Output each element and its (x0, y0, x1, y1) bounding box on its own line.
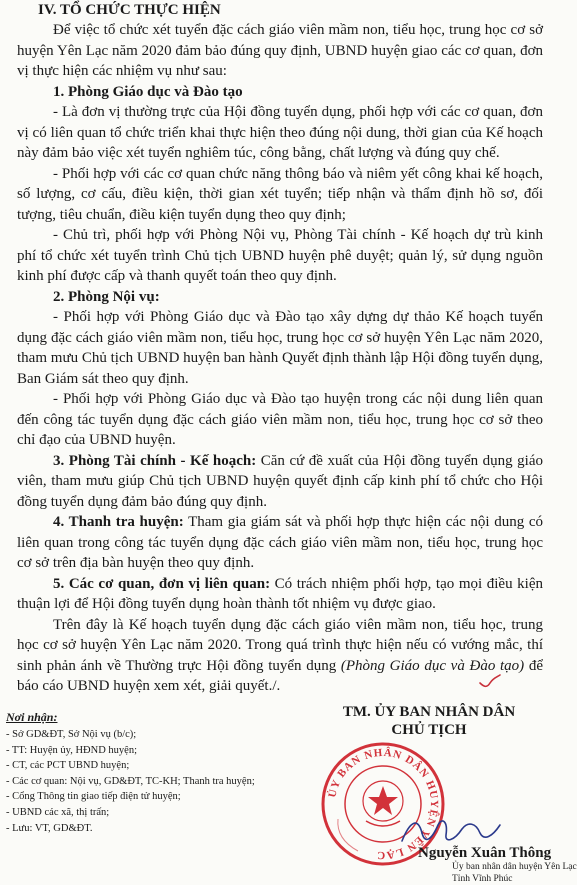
agencies-label: 5. Các cơ quan, đơn vị liên quan: (53, 575, 271, 592)
recipient-item: - Sở GD&ĐT, Sở Nội vụ (b/c); (6, 729, 137, 740)
inspection-label: 4. Thanh tra huyện: (53, 514, 184, 530)
heading-interior-office: 2. Phòng Nội vụ: (53, 288, 160, 305)
section-title: IV. TỔ CHỨC THỰC HIỆN (38, 2, 221, 18)
digital-signature-line-1: Ủy ban nhân dân huyện Yên Lạc (452, 862, 577, 872)
recipient-item: - Lưu: VT, GD&ĐT. (6, 822, 93, 834)
closing-text-italic: (Phòng Giáo dục và Đào tạo) (340, 657, 525, 674)
education-task-1: - Là đơn vị thường trực của Hội đồng tuyển dụng, phối hợp với các cơ quan, đơn vị có liên quan tổ chức triển khai thực hiện theo đúng nội dung, thời gian của Kế hoạch này đảm bảo việc xét tuyển nghiêm túc, công bằng, chất lượng và đúng quy chế. (17, 104, 543, 161)
interior-task-2: - Phối hợp với Phòng Giáo dục và Đào tạo huyện trong các nội dung liên quan đến công tác tuyển dụng đặc cách giáo viên mầm non, tiểu học, trung học cơ sở theo chỉ đạo của UBND huyện. (17, 391, 543, 448)
pen-check-mark (478, 674, 502, 690)
closing-paragraph (17, 615, 543, 697)
interior-task-1: - Phối hợp với Phòng Giáo dục và Đào tạo xây dựng dự thảo Kế hoạch tuyển dụng đặc cách giáo viên mầm non, tiểu học, trung học cơ sở huyện Yên Lạc năm 2020, tham mưu Chủ tịch UBND huyện ban hành Quyết định thành lập Hội đồng tuyển dụng, Ban Giám sát theo quy định. (17, 309, 543, 387)
agencies-paragraph (17, 574, 543, 615)
document-body (17, 20, 543, 697)
closing-text-after: để báo cáo UBND huyện xem xét, giải quyết./. (17, 657, 543, 694)
inspection-text: Tham gia giám sát và phối hợp thực hiện các nội dung có liên quan trong công tác tuyển dụng đặc cách giáo viên mầm non, tiểu học, trung học cơ sở trên địa bàn huyện theo quy định. (17, 514, 543, 571)
agencies-text: Có trách nhiệm phối hợp, tạo mọi điều kiện thuận lợi để Hội đồng tuyển dụng hoàn thành tốt nhiệm vụ được giao. (17, 575, 543, 612)
recipients-block (6, 709, 306, 836)
recipient-item: - TT: Huyện ủy, HĐND huyện; (6, 744, 137, 756)
finance-paragraph (17, 451, 543, 513)
recipients-title: Nơi nhận: (6, 710, 58, 724)
svg-text:ỦY BAN NHÂN DÂN HUYỆN YÊN LẠC: ỦY BAN NHÂN DÂN HUYỆN YÊN LẠC (326, 746, 441, 862)
closing-text-before: Trên đây là Kế hoạch tuyển dụng đặc cách giáo viên mầm non, tiểu học, trung học cơ sở huyện Yên Lạc năm 2020. Trong quá trình thực hiện nếu có vướng mắc, thí sinh phản ánh về Thường trực Hội đồng tuyển dụng (17, 616, 543, 674)
education-task-2: - Phối hợp với các cơ quan chức năng thông báo và niêm yết công khai kế hoạch, số lượng, cơ cấu, điều kiện, thời gian xét tuyển; tiếp nhận và thẩm định hồ sơ, đối tượng, tiêu chuẩn, điều kiện tuyển dụng theo quy định; (17, 165, 543, 223)
signature-role: CHỦ TỊCH (391, 722, 467, 738)
finance-text: Căn cứ đề xuất của Hội đồng tuyển dụng giáo viên, tham mưu giúp Chủ tịch UBND huyện quyết định cấp kinh phí tổ chức cho Hội đồng tuyển dụng đảm bảo đúng quy định. (17, 452, 543, 510)
heading-education-office: 1. Phòng Giáo dục và Đào tạo (53, 83, 243, 100)
recipient-item: - Các cơ quan: Nội vụ, GD&ĐT, TC-KH; Thanh tra huyện; (6, 775, 255, 787)
signature-organization: TM. ỦY BAN NHÂN DÂN (342, 704, 516, 720)
education-task-3: - Chủ trì, phối hợp với Phòng Nội vụ, Phòng Tài chính - Kế hoạch dự trù kinh phí tổ chức xét tuyển trình Chủ tịch UBND huyện phê duyệt; quản lý, sử dụng nguồn kinh phí được cấp và thanh quyết toán theo quy định. (17, 227, 543, 284)
signature-block (300, 703, 577, 884)
digital-signature-note (452, 861, 577, 885)
inspection-paragraph (17, 512, 543, 574)
recipient-item: - Cổng Thông tin giao tiếp điện tử huyện; (6, 791, 181, 803)
recipient-item: - CT, các PCT UBND huyện; (6, 760, 130, 772)
finance-label: 3. Phòng Tài chính - Kế hoạch: (53, 452, 257, 469)
recipient-item: - UBND các xã, thị trấn; (6, 806, 110, 818)
digital-signature-line-2: Tỉnh Vĩnh Phúc (452, 874, 513, 884)
signer-name: Nguyễn Xuân Thông (418, 845, 552, 861)
intro-paragraph: Để việc tổ chức xét tuyển đặc cách giáo viên mầm non, tiểu học, trung học cơ sở huyện Yên Lạc năm 2020 đảm bảo đúng quy định, UBND huyện giao các cơ quan, đơn vị thực hiện các nhiệm vụ như sau: (17, 22, 543, 79)
